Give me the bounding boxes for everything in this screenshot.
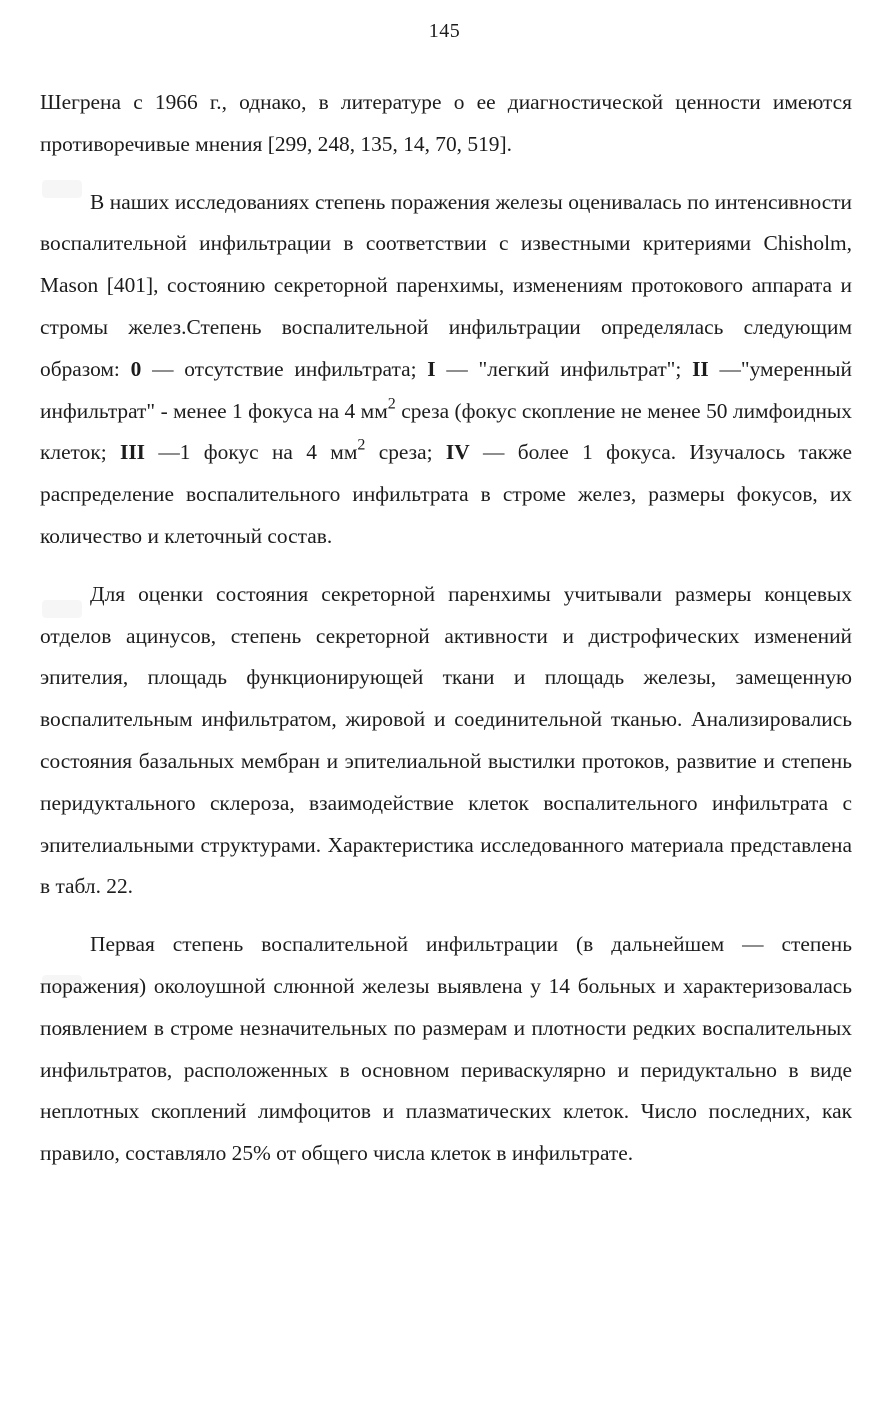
text-segment: В наших исследованиях степень поражения железы оценивалась по интенсивности воспалительной инфильтрации в соответствии с известными критериями Chisholm, Mason [401], состоянию секреторной паренхимы, изменениям протокового аппарата и стромы желез.Степень воспалительной инфильтрации определялась следующим образом: <box>40 189 852 381</box>
superscript: 2 <box>357 436 366 454</box>
bold-marker: I <box>427 356 436 381</box>
text-segment: — более 1 фокуса. Изучалось также распределение воспалительного инфильтрата в строме желез, размеры фокусов, их количество и клеточный состав. <box>40 440 852 548</box>
bold-marker: IV <box>445 440 470 465</box>
paragraph-4 <box>40 924 852 1175</box>
text-segment: Первая степень воспалительной инфильтрации (в дальнейшем — степень поражения) околоушной слюнной железы выявлена у 14 больных и характеризовалась появлением в строме незначительных по размерам и плотности редких воспалительных инфильтратов, расположенных в основном периваскулярно и перидуктально в виде неплотных скоплений лимфоцитов и плазматических клеток. Число последних, как правило, составляло 25% от общего числа клеток в инфильтрате. <box>40 932 852 1166</box>
bold-marker: 0 <box>130 356 142 381</box>
text-segment: — отсутствие инфильтрата; <box>141 356 428 381</box>
paragraph-2 <box>40 182 852 558</box>
text-segment: среза; <box>365 440 446 465</box>
paragraph-1 <box>40 82 852 166</box>
bold-marker: II <box>692 356 709 381</box>
text-segment: Шегрена с 1966 г., однако, в литературе о ее диагностической ценности имеются противоречивые мнения [299, 248, 135, 14, 70, 519]. <box>40 90 852 156</box>
bold-marker: III <box>120 440 145 465</box>
text-segment: —1 фокус на 4 мм <box>145 440 358 465</box>
superscript: 2 <box>387 394 396 412</box>
page-number: 145 <box>428 20 461 42</box>
text-segment: — "легкий инфильтрат"; <box>435 356 693 381</box>
text-segment: Для оценки состояния секреторной паренхимы учитывали размеры концевых отделов ацинусов, степень секреторной активности и дистрофических изменений эпителия, площадь функционирующей ткани и площадь железы, замещенную воспалительным инфильтратом, жировой и соединительной тканью. Анализировались состояния базальных мембран и эпителиальной выстилки протоков, развитие и степень перидуктального склероза, взаимодействие клеток воспалительного инфильтрата с эпителиальными структурами. Характеристика исследованного материала представлена в табл. 22. <box>40 581 852 899</box>
body-text <box>40 82 852 1191</box>
text-segment: —"умеренный инфильтрат" - менее 1 фокуса на 4 мм <box>40 356 852 423</box>
text-segment: среза (фокус скопление не менее 50 лимфоидных клеток; <box>40 398 852 465</box>
paragraph-3 <box>40 574 852 908</box>
